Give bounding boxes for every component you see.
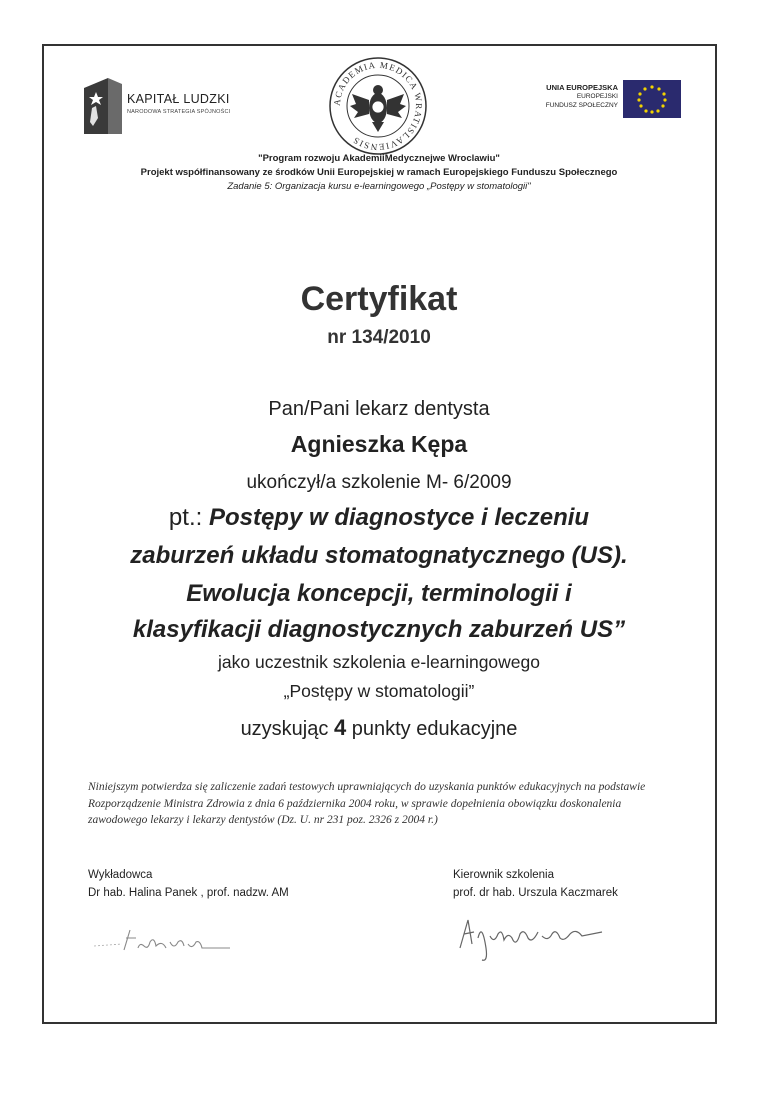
lecturer-role: Wykładowca: [88, 869, 153, 881]
salutation: Pan/Pani lekarz dentysta: [268, 398, 490, 420]
legal-text: Niniejszym potwierdza się zaliczenie zadań testowych uprawniających do uzyskania punktów edukacyjnych na podstawie Rozporządzenie Ministra Zdrowia z dnia 6 października 2004 roku, w sprawie dopełnienia obowiązku doskonalenia zawodowego lekarzy i lekarzy dentystów (Dz. U. nr 231 poz. 2326 z 2004 r.): [88, 781, 646, 826]
course-line1-text: Postępy w diagnostyce i leczeniu: [208, 504, 590, 531]
kapital-ludzki-subtitle: NARODOWA STRATEGIA SPÓJNOŚCI: [127, 109, 231, 115]
training-name: „Postępy w stomatologii”: [283, 681, 475, 701]
course-title-line3: Ewolucja koncepcji, terminologii i: [186, 580, 572, 607]
eu-flag-icon: [623, 80, 681, 118]
eu-line2: EUROPEJSKI: [576, 93, 618, 100]
seal-text: ACADEMIA MEDICA WRATISLAVIENSIS: [331, 59, 425, 153]
program-name: "Program rozwoju AkademiiMedycznejwe Wroclawiu": [258, 153, 500, 164]
eu-line1: UNIA EUROPEJSKA: [546, 83, 618, 92]
recipient-name: Agnieszka Kępa: [290, 431, 468, 457]
certificate-title: Certyfikat: [300, 280, 458, 318]
course-prefix: pt.:: [168, 504, 203, 531]
lecturer-name: Dr hab. Halina Panek , prof. nadzw. AM: [88, 887, 289, 899]
kapital-ludzki-logo: [84, 78, 122, 134]
academy-seal: [328, 56, 428, 156]
points-prefix: uzyskując: [240, 718, 329, 740]
participant-line: jako uczestnik szkolenia e-learningowego: [218, 652, 540, 672]
course-title-line1: [0, 504, 758, 532]
points-line: [0, 715, 758, 741]
program-cofinancing: Projekt współfinansowany ze środków Unii Europejskiej w ramach Europejskiego Funduszu Społecznego: [140, 167, 618, 178]
points-suffix: punkty edukacyjne: [351, 718, 518, 740]
course-title-line2: zaburzeń układu stomatognatycznego (US).: [130, 542, 628, 569]
course-title-line4: klasyfikacji diagnostycznych zaburzeń US”: [132, 616, 626, 643]
eu-line3: FUNDUSZ SPOŁECZNY: [545, 102, 618, 109]
eu-label: [520, 83, 618, 110]
director-name: prof. dr hab. Urszula Kaczmarek: [453, 887, 618, 899]
completed-training: ukończył/a szkolenie M- 6/2009: [246, 472, 512, 493]
lecturer-signature: [92, 920, 232, 960]
director-signature: [452, 908, 612, 968]
points-value: 4: [333, 715, 347, 740]
certificate-number: nr 134/2010: [327, 327, 431, 348]
kapital-ludzki-title: KAPITAŁ LUDZKI: [127, 92, 230, 106]
director-role: Kierownik szkolenia: [453, 869, 554, 881]
program-task: Zadanie 5: Organizacja kursu e-learningowego „Postępy w stomatologii": [227, 181, 531, 192]
